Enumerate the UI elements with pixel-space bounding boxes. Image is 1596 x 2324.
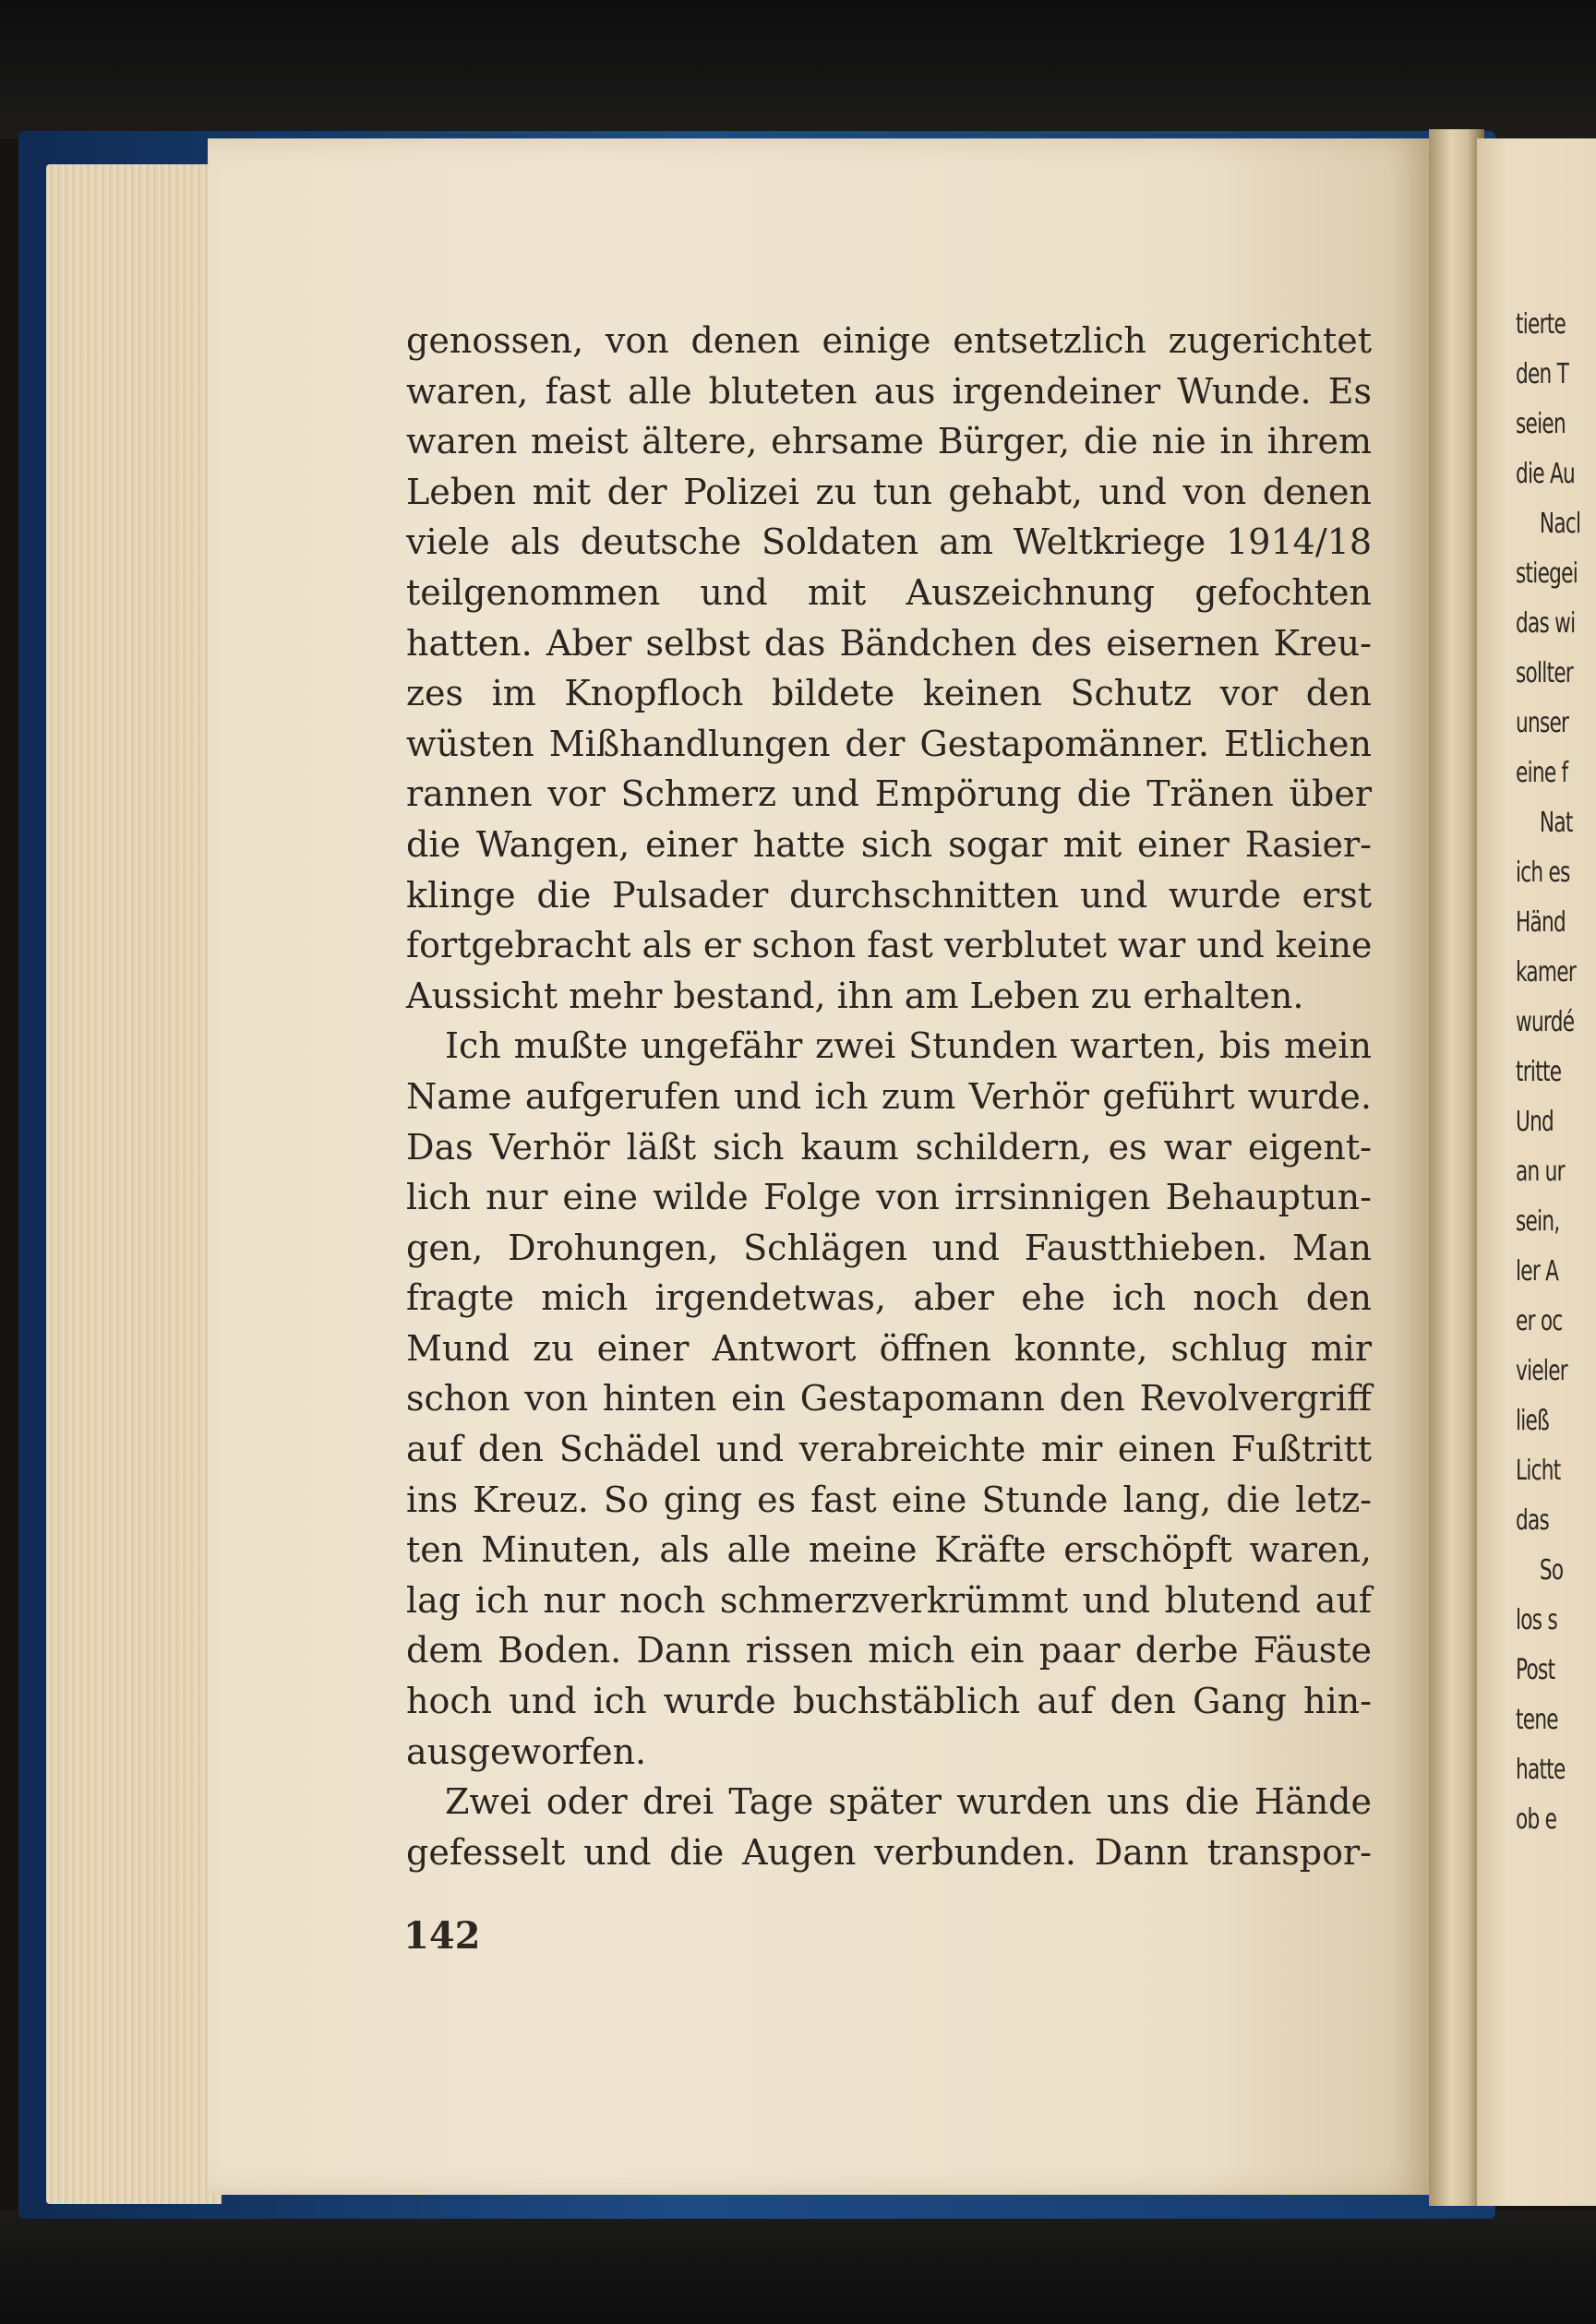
right-page-line: vieler [1516, 1355, 1567, 1387]
right-page-line: unser [1516, 707, 1569, 739]
page-edges [46, 164, 222, 2204]
right-page-text [1516, 300, 1596, 1845]
text-line: genossen, von denen einige entsetzlich zugerichtet [406, 320, 1372, 361]
right-page-line: Händ [1516, 906, 1566, 939]
text-line: hatten. Aber selbst das Bändchen des eisernen Kreu- [406, 622, 1372, 664]
text-line: ins Kreuz. So ging es fast eine Stunde lang, die letz- [406, 1479, 1372, 1520]
right-page-line: die Au [1516, 458, 1576, 490]
text-line: die Wangen, einer hatte sich sogar mit einer Rasier- [406, 823, 1372, 865]
right-page-line: tene [1516, 1704, 1558, 1736]
text-line: waren, fast alle bluteten aus irgendeiner Wunde. Es [406, 370, 1372, 412]
text-line: Ich mußte ungefähr zwei Stunden warten, bis mein [445, 1025, 1372, 1067]
right-page-line: ich es [1516, 857, 1570, 889]
right-page-line: ler A [1516, 1255, 1559, 1288]
right-page-line: tritte [1516, 1056, 1562, 1088]
text-line: Name aufgerufen und ich zum Verhör geführt wurde. [406, 1075, 1372, 1117]
text-line: schon von hinten ein Gestapomann den Revolvergriff [406, 1378, 1372, 1420]
background-bottom [0, 2210, 1596, 2324]
right-page-line: das wi [1516, 607, 1576, 640]
background-top [0, 0, 1596, 138]
text-line: gen, Drohungen, Schlägen und Faustthieben. Man [406, 1227, 1372, 1268]
right-page-line: Licht [1516, 1455, 1561, 1487]
text-line: auf den Schädel und verabreichte mir einen Fußtritt [406, 1429, 1372, 1470]
book-gutter [1429, 129, 1484, 2206]
text-line: viele als deutsche Soldaten am Weltkriege 1914/18 [406, 521, 1372, 563]
right-page-line: Nat [1539, 807, 1573, 839]
right-page-line: stiegei [1516, 557, 1578, 590]
right-page-line: Nacl [1539, 508, 1581, 540]
text-line: Zwei oder drei Tage später wurden uns die Hände [445, 1781, 1372, 1823]
text-line: lich nur eine wilde Folge von irrsinnigen Behauptun- [406, 1177, 1372, 1218]
text-line: Das Verhör läßt sich kaum schildern, es war eigent- [406, 1126, 1372, 1168]
right-page-line: an ur [1516, 1156, 1565, 1188]
right-page-line: sollter [1516, 657, 1574, 689]
right-page-line: So [1539, 1554, 1564, 1587]
text-line: fragte mich irgendetwas, aber ehe ich noch den [406, 1277, 1372, 1319]
text-line: zes im Knopfloch bildete keinen Schutz vor den [406, 673, 1372, 714]
right-page-line: los s [1516, 1604, 1557, 1636]
text-line: Aussicht mehr bestand, ihn am Leben zu erhalten. [406, 975, 1304, 1016]
right-page-line: sein, [1516, 1205, 1560, 1238]
paragraph [406, 1021, 1372, 1777]
text-line: Leben mit der Polizei zu tun gehabt, und von denen [406, 471, 1372, 512]
right-page-line: tierte [1516, 308, 1566, 341]
paragraph [406, 1777, 1372, 1877]
right-page-line: ob e [1516, 1803, 1557, 1836]
text-line: teilgenommen und mit Auszeichnung gefochten [406, 571, 1372, 613]
right-page-line: das [1516, 1504, 1550, 1537]
text-line: gefesselt und die Augen verbunden. Dann transpor- [406, 1831, 1372, 1873]
right-page-line: Und [1516, 1106, 1554, 1138]
right-page-line: wurdé [1516, 1006, 1575, 1038]
page-number: 142 [403, 1914, 481, 1958]
text-line: waren meist ältere, ehrsame Bürger, die nie in ihrem [406, 421, 1372, 462]
right-page-line: eine f [1516, 757, 1568, 789]
right-page-line: Post [1516, 1654, 1555, 1686]
text-line: ausgeworfen. [406, 1731, 647, 1772]
text-line: rannen vor Schmerz und Empörung die Tränen über [406, 773, 1372, 815]
text-line: fortgebracht als er schon fast verblutet war und keine [406, 925, 1373, 966]
paragraph [406, 316, 1372, 1021]
right-page-line: den T [1516, 358, 1569, 390]
page-body-text [406, 316, 1372, 1877]
right-page-line: seien [1516, 408, 1566, 440]
text-line: wüsten Mißhandlungen der Gestapomänner. Etlichen [406, 723, 1372, 764]
right-page-line: hatte [1516, 1754, 1566, 1786]
right-page-line: ließ [1516, 1405, 1550, 1437]
text-line: klinge die Pulsader durchschnitten und wurde erst [406, 874, 1372, 916]
text-line: dem Boden. Dann rissen mich ein paar derbe Fäuste [406, 1630, 1372, 1671]
right-page-line: er oc [1516, 1305, 1563, 1337]
text-line: hoch und ich wurde buchstäblich auf den Gang hin- [406, 1681, 1372, 1722]
right-page-line: kamer [1516, 956, 1576, 988]
text-line: ten Minuten, als alle meine Kräfte erschöpft waren, [406, 1529, 1372, 1571]
text-line: Mund zu einer Antwort öffnen konnte, schlug mir [406, 1327, 1372, 1369]
text-line: lag ich nur noch schmerzverkrümmt und blutend auf [406, 1579, 1372, 1621]
